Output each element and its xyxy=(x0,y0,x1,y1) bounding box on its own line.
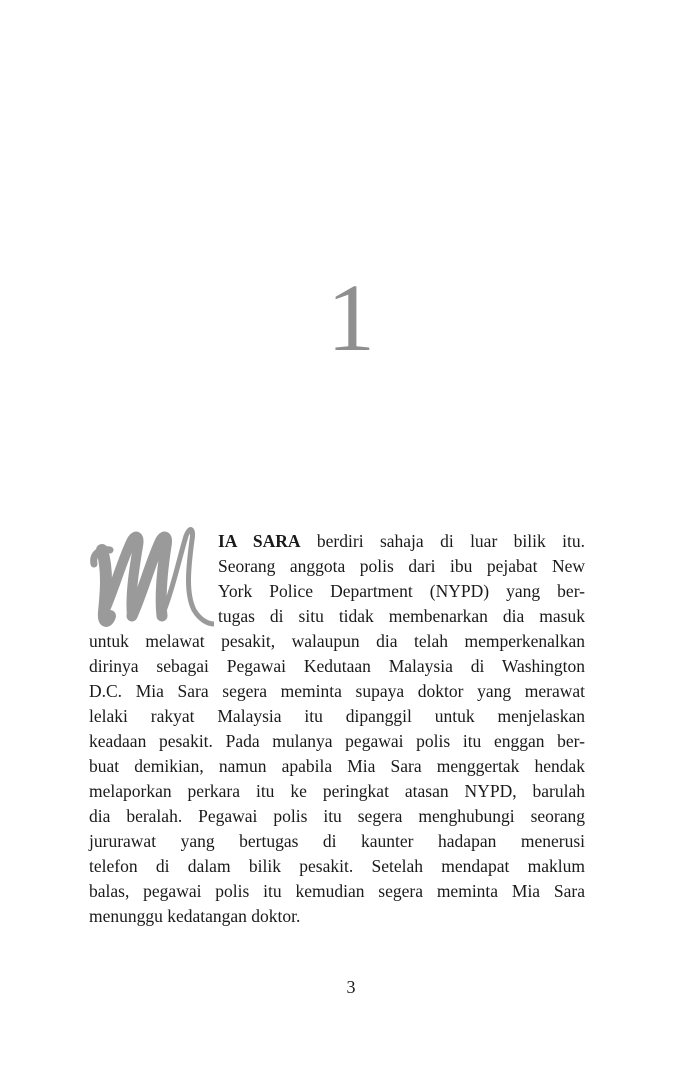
body-line-1 xyxy=(218,529,585,554)
body-line-10: buat demikian, namun apabila Mia Sara menggertak hendak xyxy=(89,756,585,776)
dropcap-letter xyxy=(88,520,214,636)
body-line-8: lelaki rakyat Malaysia itu dipanggil untuk menjelaskan xyxy=(89,706,585,726)
body-line-12: dia beralah. Pegawai polis itu segera menghubungi seorang xyxy=(89,806,585,826)
chapter-number: 1 xyxy=(327,264,375,371)
dropcap-glyph xyxy=(88,520,214,636)
body-line-2: Seorang anggota polis dari ibu pejabat New xyxy=(218,556,585,576)
body-line-11: melaporkan perkara itu ke peringkat atasan NYPD, barulah xyxy=(89,781,585,801)
body-line-5: untuk melawat pesakit, walaupun dia telah memperkenalkan xyxy=(89,631,585,651)
body-line-1-text: berdiri sahaja di luar bilik itu. xyxy=(300,531,585,551)
body-line-16: menunggu kedatangan doktor. xyxy=(89,906,301,926)
body-line-4: tugas di situ tidak membenarkan dia masuk xyxy=(218,606,585,626)
lead-in-text: IA SARA xyxy=(218,531,301,551)
body-line-3: York Police Department (NYPD) yang ber- xyxy=(218,581,585,601)
body-line-6: dirinya sebagai Pegawai Kedutaan Malaysia di Washington xyxy=(89,656,585,676)
body-line-9: keadaan pesakit. Pada mulanya pegawai polis itu enggan ber- xyxy=(89,731,585,751)
body-line-14: telefon di dalam bilik pesakit. Setelah mendapat maklum xyxy=(89,856,585,876)
page-number: 3 xyxy=(346,977,356,997)
body-line-15: balas, pegawai polis itu kemudian segera meminta Mia Sara xyxy=(89,881,585,901)
body-line-13: jururawat yang bertugas di kaunter hadapan menerusi xyxy=(89,831,585,851)
body-line-7: D.C. Mia Sara segera meminta supaya doktor yang merawat xyxy=(89,681,585,701)
